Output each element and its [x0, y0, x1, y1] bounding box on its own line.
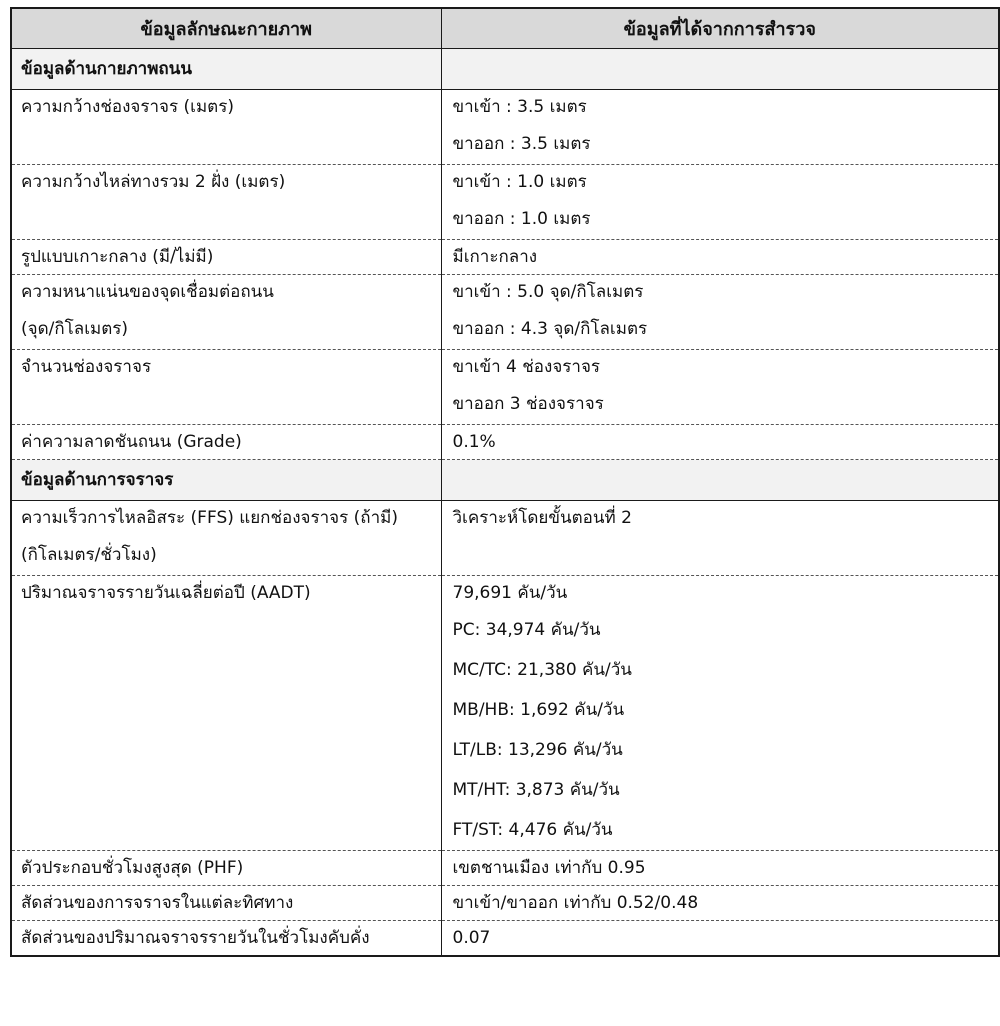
row-label-line: ค่าความลาดชันถนน (Grade) [21, 432, 242, 452]
table-row [11, 576, 999, 851]
row-value-cell [441, 90, 999, 165]
table-row [11, 501, 999, 576]
table-row [11, 350, 999, 425]
row-value-line: เขตชานเมือง เท่ากับ 0.95 [452, 858, 646, 878]
header-physical-characteristics: ข้อมูลลักษณะกายภาพ [11, 8, 441, 49]
row-label-line: จำนวนช่องจราจร [21, 357, 152, 377]
row-value-line: มีเกาะกลาง [452, 247, 538, 267]
row-value-line: MT/HT: 3,873 คัน/วัน [452, 780, 620, 800]
row-value-cell [441, 240, 999, 275]
section-title: ข้อมูลด้านการจราจร [21, 470, 174, 490]
row-value-line: LT/LB: 13,296 คัน/วัน [452, 740, 623, 760]
section-header-road [11, 49, 999, 90]
section-title-cell [11, 49, 441, 90]
section-header-traffic [11, 460, 999, 501]
table-row [11, 275, 999, 350]
row-value-line: ขาเข้า 4 ช่องจราจร [452, 357, 601, 377]
row-value-line: PC: 34,974 คัน/วัน [452, 620, 601, 640]
row-value-line: ขาเข้า : 1.0 เมตร [452, 172, 587, 192]
row-value-line: MC/TC: 21,380 คัน/วัน [452, 660, 632, 680]
row-label-cell [11, 501, 441, 576]
section-empty-cell [441, 460, 999, 501]
row-label-cell [11, 165, 441, 240]
row-label-line: (จุด/กิโลเมตร) [21, 319, 129, 339]
row-value-cell [441, 886, 999, 921]
row-value-cell [441, 501, 999, 576]
row-label-line: สัดส่วนของการจราจรในแต่ละทิศทาง [21, 893, 294, 913]
row-value-line: ขาเข้า : 5.0 จุด/กิโลเมตร [452, 282, 644, 302]
table-row [11, 240, 999, 275]
section-empty-cell [441, 49, 999, 90]
table-row [11, 90, 999, 165]
row-value-cell [441, 350, 999, 425]
row-label-cell [11, 350, 441, 425]
row-value-cell [441, 275, 999, 350]
road-data-table [10, 7, 1000, 957]
table-row [11, 851, 999, 886]
table-header-row [11, 8, 999, 49]
row-label-line: ปริมาณจราจรรายวันเฉลี่ยต่อปี (AADT) [21, 583, 311, 603]
row-value-line: 0.07 [452, 928, 491, 948]
row-label-line: (กิโลเมตร/ชั่วโมง) [21, 545, 157, 565]
table-row [11, 921, 999, 957]
row-label-line: ตัวประกอบชั่วโมงสูงสุด (PHF) [21, 858, 244, 878]
row-value-line: FT/ST: 4,476 คัน/วัน [452, 820, 613, 840]
row-value-line: ขาออก : 3.5 เมตร [452, 134, 591, 154]
row-label-cell [11, 90, 441, 165]
table-row [11, 425, 999, 460]
row-value-line: ขาออก : 4.3 จุด/กิโลเมตร [452, 319, 648, 339]
row-label-cell [11, 886, 441, 921]
row-label-cell [11, 851, 441, 886]
section-title: ข้อมูลด้านกายภาพถนน [21, 59, 192, 79]
row-value-line: ขาเข้า : 3.5 เมตร [452, 97, 587, 117]
row-value-cell [441, 851, 999, 886]
row-value-line: วิเคราะห์โดยขั้นตอนที่ 2 [452, 508, 632, 528]
row-value-cell [441, 921, 999, 957]
row-value-cell [441, 425, 999, 460]
row-label-cell [11, 921, 441, 957]
row-label-cell [11, 425, 441, 460]
row-value-line: ขาออก 3 ช่องจราจร [452, 394, 604, 414]
document-page [10, 0, 1000, 1026]
row-value-line: 0.1% [452, 432, 496, 452]
row-value-line: MB/HB: 1,692 คัน/วัน [452, 700, 625, 720]
header-survey-data: ข้อมูลที่ได้จากการสำรวจ [441, 8, 999, 49]
row-label-line: ความหนาแน่นของจุดเชื่อมต่อถนน [21, 282, 274, 302]
table-row [11, 886, 999, 921]
row-label-line: ความกว้างช่องจราจร (เมตร) [21, 97, 234, 117]
row-value-line: ขาเข้า/ขาออก เท่ากับ 0.52/0.48 [452, 893, 699, 913]
row-label-line: สัดส่วนของปริมาณจราจรรายวันในชั่วโมงคับคั่ง [21, 928, 370, 948]
row-value-line: ขาออก : 1.0 เมตร [452, 209, 591, 229]
section-title-cell [11, 460, 441, 501]
row-label-cell [11, 275, 441, 350]
row-value-cell [441, 576, 999, 851]
row-label-line: ความเร็วการไหลอิสระ (FFS) แยกช่องจราจร (ถ้ามี) [21, 508, 398, 528]
row-label-line: รูปแบบเกาะกลาง (มี/ไม่มี) [21, 247, 214, 267]
row-value-cell [441, 165, 999, 240]
row-value-line: 79,691 คัน/วัน [452, 583, 568, 603]
row-label-cell [11, 240, 441, 275]
row-label-cell [11, 576, 441, 851]
table-row [11, 165, 999, 240]
row-label-line: ความกว้างไหล่ทางรวม 2 ฝั่ง (เมตร) [21, 172, 286, 192]
